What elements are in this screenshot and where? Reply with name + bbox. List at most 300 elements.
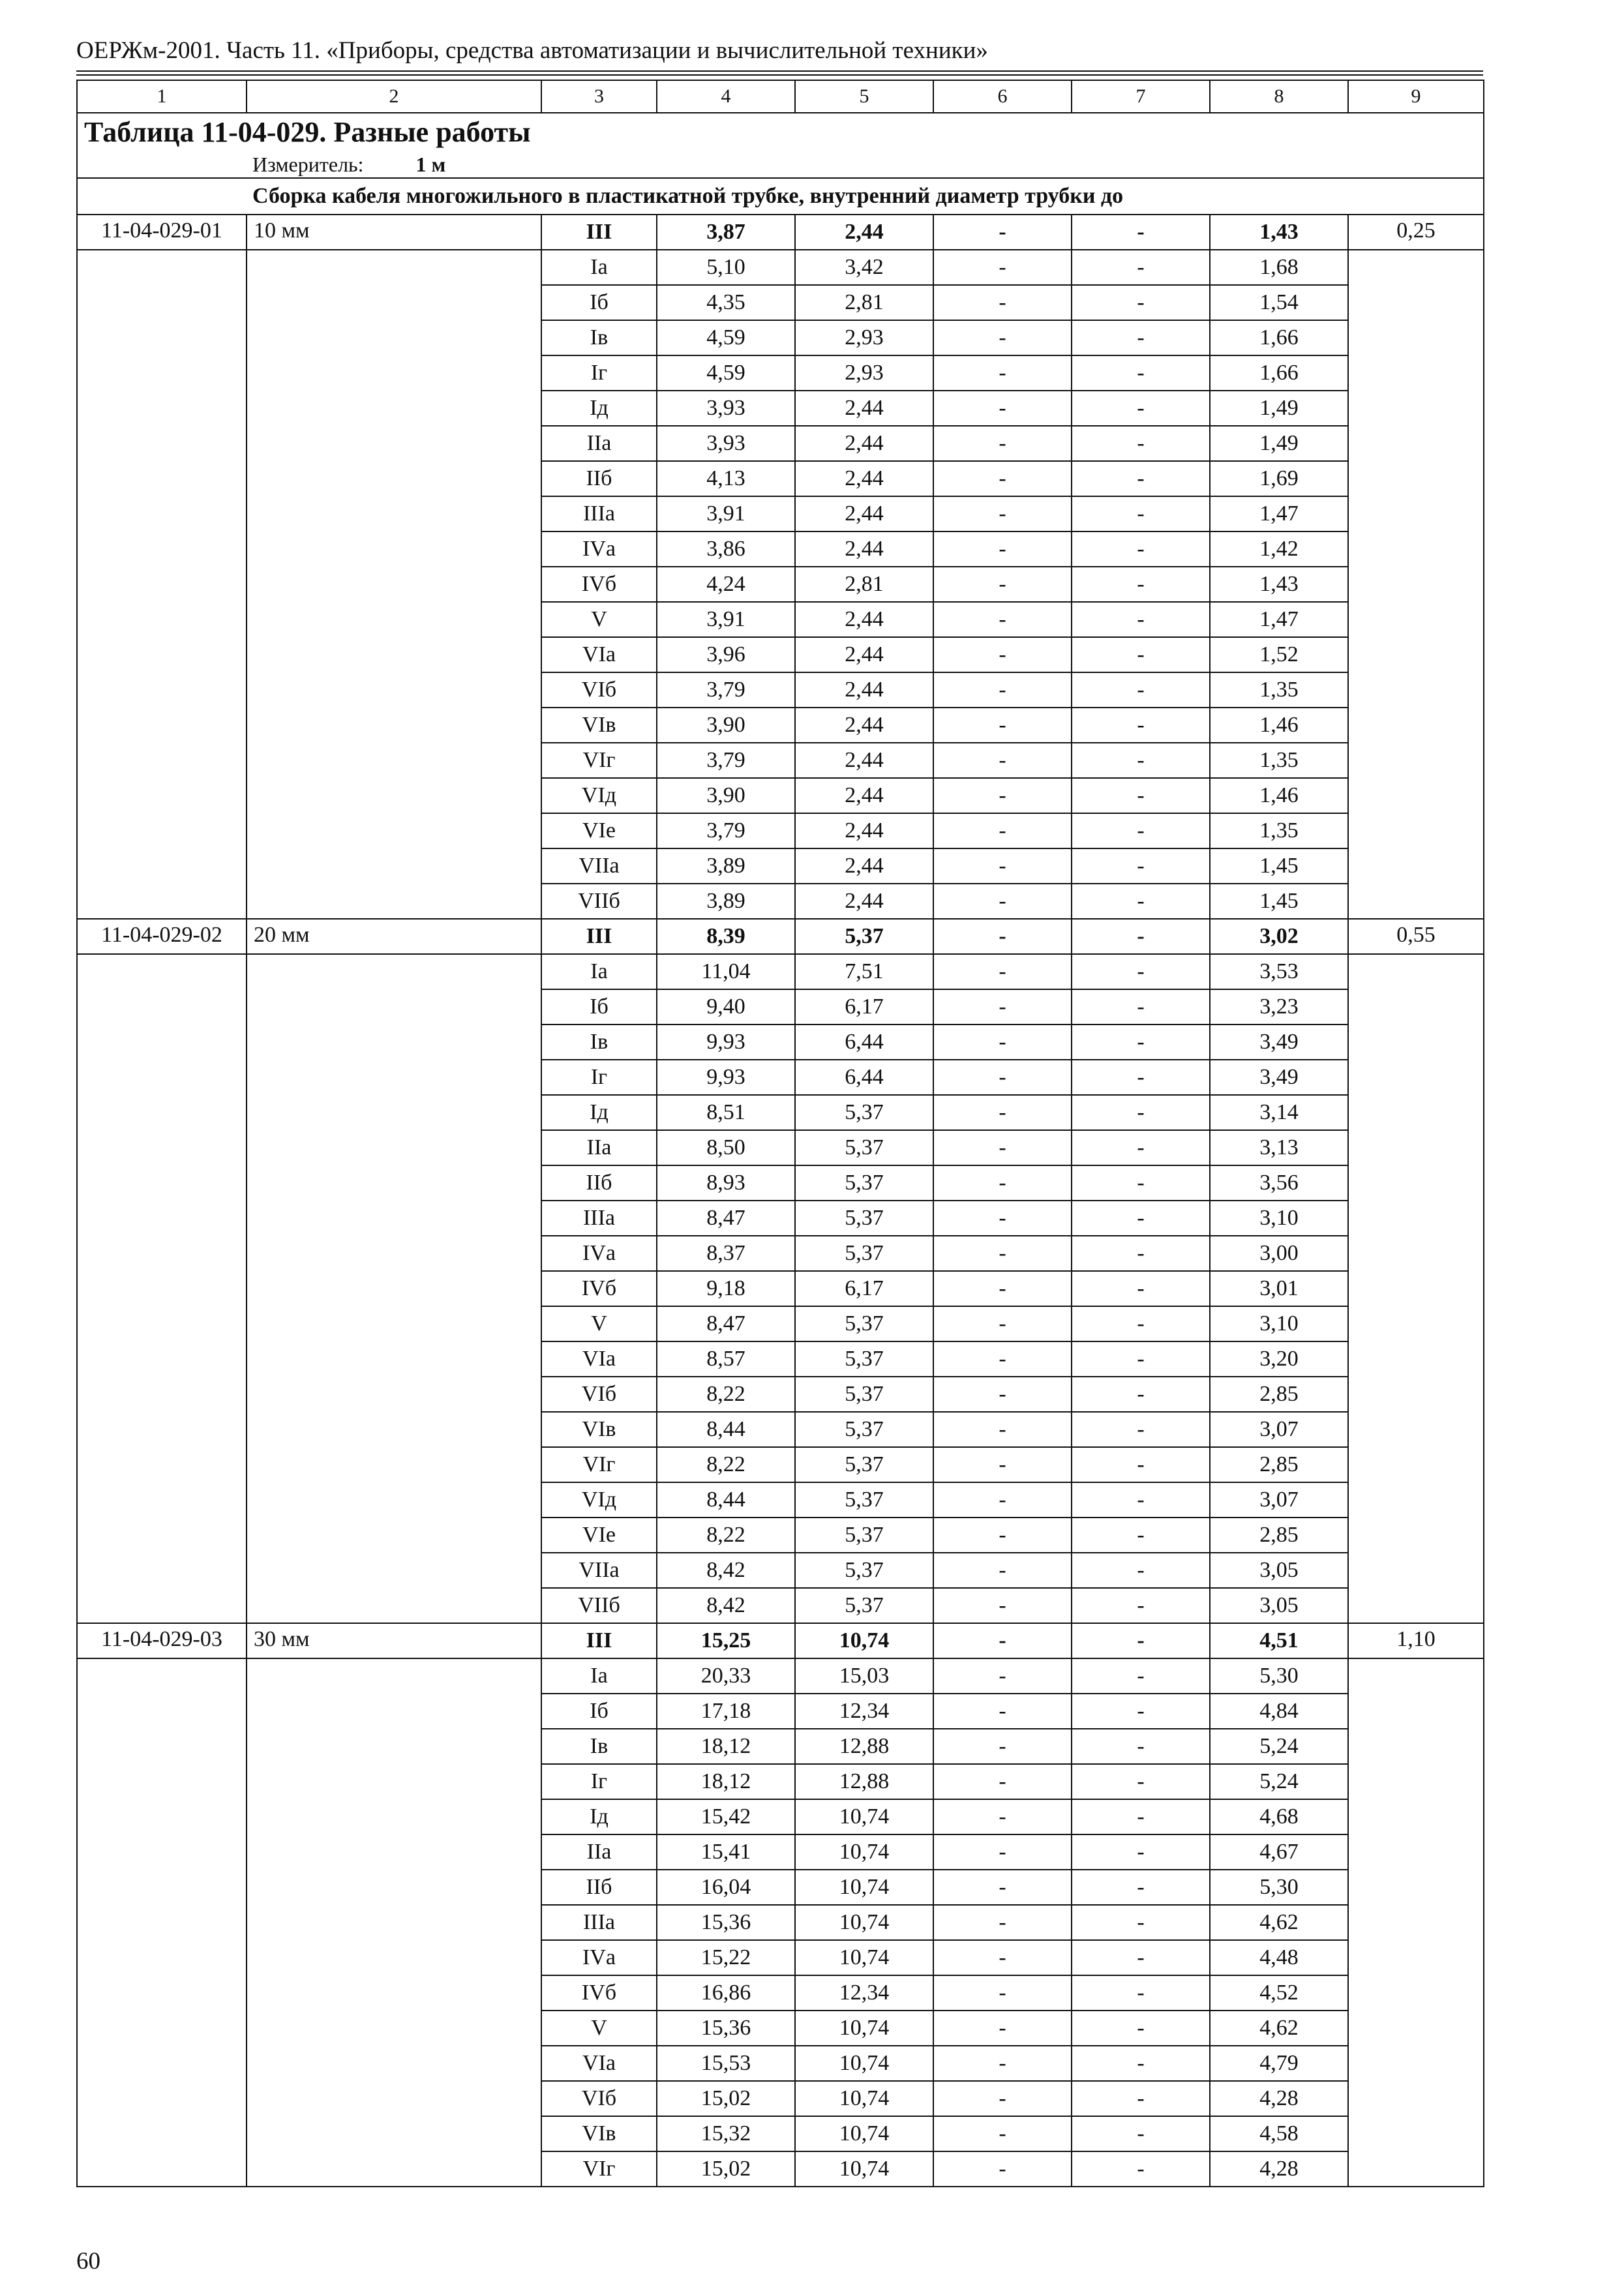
driver-wage-value: - [1072,1623,1210,1658]
machine-value: - [933,989,1072,1025]
item-description-cell [247,250,541,285]
wage-value: 2,44 [795,778,933,813]
total-value: 8,42 [657,1588,795,1623]
materials-value: 3,02 [1210,919,1348,954]
item-coefficient-cell [1348,1201,1484,1236]
item-code-cell [77,813,247,848]
zone-cell: III [541,215,657,250]
wage-value: 5,37 [795,1588,933,1623]
item-coefficient-cell [1348,1694,1484,1729]
machine-value: - [933,1729,1072,1764]
item-code-cell [77,884,247,919]
driver-wage-value: - [1072,602,1210,637]
zone-cell: Iб [541,1694,657,1729]
wage-value: 10,74 [795,1870,933,1905]
item-coefficient: 0,55 [1348,919,1484,954]
wage-value: 5,37 [795,1165,933,1201]
item-description-cell [247,1482,541,1518]
total-value: 8,47 [657,1306,795,1341]
item-coefficient-cell [1348,1975,1484,2011]
zone-cell: Iа [541,250,657,285]
item-description-cell [247,1236,541,1271]
materials-value: 3,00 [1210,1236,1348,1271]
unit-value: 1 м [415,153,446,176]
item-coefficient-cell [1348,1764,1484,1799]
item-code-cell [77,391,247,426]
zone-cell: Iд [541,1799,657,1834]
table-row [77,250,1484,285]
column-number-row [77,80,1484,113]
table-row [77,2151,1484,2187]
zone-cell: VIг [541,2151,657,2187]
table-row [77,531,1484,567]
total-value: 9,93 [657,1060,795,1095]
table-row [77,496,1484,531]
machine-value: - [933,1341,1072,1377]
zone-cell: III [541,919,657,954]
item-description-cell [247,848,541,884]
machine-value: - [933,1025,1072,1060]
wage-value: 6,17 [795,1271,933,1306]
wage-value: 7,51 [795,954,933,989]
item-code-cell [77,496,247,531]
zone-cell: VIб [541,1377,657,1412]
zone-cell: IIа [541,426,657,461]
wage-value: 2,44 [795,637,933,672]
table-row [77,1623,1484,1658]
total-value: 8,51 [657,1095,795,1130]
item-description-cell [247,1165,541,1201]
materials-value: 4,62 [1210,1905,1348,1940]
driver-wage-value: - [1072,1694,1210,1729]
total-value: 18,12 [657,1729,795,1764]
total-value: 3,79 [657,672,795,708]
driver-wage-value: - [1072,743,1210,778]
zone-cell: IIб [541,461,657,496]
driver-wage-value: - [1072,1729,1210,1764]
table-row [77,989,1484,1025]
materials-value: 3,20 [1210,1341,1348,1377]
item-coefficient-cell [1348,531,1484,567]
materials-value: 2,85 [1210,1518,1348,1553]
item-code-cell [77,1694,247,1729]
total-value: 15,41 [657,1834,795,1870]
wage-value: 5,37 [795,1306,933,1341]
machine-value: - [933,602,1072,637]
table-row [77,1377,1484,1412]
column-number: 1 [77,80,247,113]
item-code-cell [77,1060,247,1095]
materials-value: 4,28 [1210,2151,1348,2187]
machine-value: - [933,567,1072,602]
materials-value: 1,46 [1210,708,1348,743]
item-code: 11-04-029-02 [77,919,247,954]
total-value: 5,10 [657,250,795,285]
total-value: 4,35 [657,285,795,320]
driver-wage-value: - [1072,391,1210,426]
total-value: 9,40 [657,989,795,1025]
item-code-cell [77,1095,247,1130]
item-description-cell [247,1306,541,1341]
machine-value: - [933,531,1072,567]
total-value: 3,91 [657,602,795,637]
driver-wage-value: - [1072,531,1210,567]
machine-value: - [933,2151,1072,2187]
machine-value: - [933,1870,1072,1905]
item-description-cell [247,637,541,672]
zone-cell: III [541,1623,657,1658]
materials-value: 4,28 [1210,2081,1348,2116]
wage-value: 10,74 [795,1905,933,1940]
materials-value: 1,47 [1210,496,1348,531]
item-code-cell [77,531,247,567]
item-coefficient-cell [1348,1236,1484,1271]
zone-cell: VIд [541,778,657,813]
wage-value: 5,37 [795,1341,933,1377]
machine-value: - [933,2116,1072,2151]
item-code-cell [77,1764,247,1799]
zone-cell: Iв [541,1729,657,1764]
total-value: 15,25 [657,1623,795,1658]
table-row [77,778,1484,813]
wage-value: 10,74 [795,2046,933,2081]
item-code-cell [77,426,247,461]
machine-value: - [933,1060,1072,1095]
zone-cell: IIIа [541,496,657,531]
total-value: 9,18 [657,1271,795,1306]
item-description-cell [247,602,541,637]
machine-value: - [933,1975,1072,2011]
total-value: 8,39 [657,919,795,954]
item-code-cell [77,672,247,708]
section-title: Сборка кабеля многожильного в пластикатной трубке, внутренний диаметр трубки до [77,178,1484,215]
wage-value: 2,44 [795,813,933,848]
driver-wage-value: - [1072,1447,1210,1482]
item-description-cell [247,2046,541,2081]
table-row [77,1095,1484,1130]
materials-value: 1,49 [1210,426,1348,461]
item-coefficient-cell [1348,2081,1484,2116]
wage-value: 5,37 [795,1482,933,1518]
zone-cell: VIа [541,1341,657,1377]
wage-value: 5,37 [795,1095,933,1130]
total-value: 3,89 [657,884,795,919]
table-row [77,1658,1484,1694]
table-row [77,461,1484,496]
wage-value: 5,37 [795,1201,933,1236]
wage-value: 5,37 [795,1377,933,1412]
driver-wage-value: - [1072,672,1210,708]
zone-cell: VIв [541,2116,657,2151]
materials-value: 2,85 [1210,1447,1348,1482]
table-row [77,1694,1484,1729]
unit-cell [77,151,1484,178]
machine-value: - [933,1658,1072,1694]
zone-cell: IVб [541,567,657,602]
table-row [77,2011,1484,2046]
wage-value: 5,37 [795,1412,933,1447]
item-code-cell [77,1870,247,1905]
total-value: 16,04 [657,1870,795,1905]
total-value: 8,44 [657,1412,795,1447]
machine-value: - [933,1764,1072,1799]
machine-value: - [933,1095,1072,1130]
item-code-cell [77,1518,247,1553]
item-coefficient-cell [1348,1130,1484,1165]
wage-value: 2,81 [795,567,933,602]
machine-value: - [933,813,1072,848]
table-row [77,1834,1484,1870]
item-code-cell [77,1482,247,1518]
item-description-cell [247,496,541,531]
table-row [77,1130,1484,1165]
item-description-cell [247,1201,541,1236]
total-value: 9,93 [657,1025,795,1060]
total-value: 3,90 [657,778,795,813]
item-description-cell [247,461,541,496]
wage-value: 10,74 [795,2116,933,2151]
materials-value: 3,23 [1210,989,1348,1025]
total-value: 8,57 [657,1341,795,1377]
item-code-cell [77,708,247,743]
table-row [77,1482,1484,1518]
machine-value: - [933,1623,1072,1658]
item-code-cell [77,1412,247,1447]
machine-value: - [933,285,1072,320]
item-code-cell [77,1658,247,1694]
materials-value: 4,84 [1210,1694,1348,1729]
machine-value: - [933,1588,1072,1623]
wage-value: 2,44 [795,531,933,567]
machine-value: - [933,320,1072,355]
total-value: 8,22 [657,1447,795,1482]
item-coefficient-cell [1348,285,1484,320]
wage-value: 12,34 [795,1694,933,1729]
item-code-cell [77,1306,247,1341]
table-row [77,1447,1484,1482]
table-row [77,1729,1484,1764]
driver-wage-value: - [1072,1764,1210,1799]
wage-value: 5,37 [795,919,933,954]
zone-cell: V [541,1306,657,1341]
total-value: 8,22 [657,1518,795,1553]
rates-table [76,80,1484,2187]
item-coefficient: 0,25 [1348,215,1484,250]
wage-value: 3,42 [795,250,933,285]
machine-value: - [933,461,1072,496]
item-code-cell [77,1341,247,1377]
item-coefficient-cell [1348,1447,1484,1482]
table-row [77,708,1484,743]
column-number: 7 [1072,80,1210,113]
item-coefficient: 1,10 [1348,1623,1484,1658]
item-coefficient-cell [1348,426,1484,461]
item-description-cell [247,954,541,989]
driver-wage-value: - [1072,1905,1210,1940]
total-value: 3,93 [657,426,795,461]
item-description-cell [247,391,541,426]
table-row [77,2116,1484,2151]
item-code-cell [77,250,247,285]
machine-value: - [933,1482,1072,1518]
item-code-cell [77,1447,247,1482]
zone-cell: VIа [541,2046,657,2081]
item-description-cell [247,989,541,1025]
driver-wage-value: - [1072,426,1210,461]
table-row [77,919,1484,954]
zone-cell: VIIа [541,1553,657,1588]
materials-value: 3,10 [1210,1306,1348,1341]
driver-wage-value: - [1072,1025,1210,1060]
zone-cell: VIIб [541,884,657,919]
materials-value: 1,49 [1210,391,1348,426]
item-code: 11-04-029-01 [77,215,247,250]
item-coefficient-cell [1348,989,1484,1025]
item-code-cell [77,1025,247,1060]
item-code-cell [77,461,247,496]
item-description-cell [247,778,541,813]
total-value: 18,12 [657,1764,795,1799]
machine-value: - [933,1236,1072,1271]
item-code-cell [77,989,247,1025]
item-coefficient-cell [1348,567,1484,602]
item-description-cell [247,2151,541,2187]
item-description-cell [247,426,541,461]
item-description-cell [247,1447,541,1482]
materials-value: 4,68 [1210,1799,1348,1834]
zone-cell: IIа [541,1130,657,1165]
materials-value: 1,69 [1210,461,1348,496]
zone-cell: Iг [541,355,657,391]
materials-value: 1,46 [1210,778,1348,813]
driver-wage-value: - [1072,813,1210,848]
machine-value: - [933,426,1072,461]
item-description-cell [247,1940,541,1975]
table-row [77,1799,1484,1834]
page-header: ОЕРЖм-2001. Часть 11. «Приборы, средства автоматизации и вычислительной техники» [76,37,988,64]
materials-value: 4,62 [1210,2011,1348,2046]
total-value: 20,33 [657,1658,795,1694]
zone-cell: VIд [541,1482,657,1518]
wage-value: 12,34 [795,1975,933,2011]
item-coefficient-cell [1348,743,1484,778]
item-description-cell [247,567,541,602]
machine-value: - [933,215,1072,250]
zone-cell: IIб [541,1165,657,1201]
section-title-row [77,178,1484,215]
item-coefficient-cell [1348,1271,1484,1306]
total-value: 4,59 [657,355,795,391]
table-row [77,1870,1484,1905]
materials-value: 1,47 [1210,602,1348,637]
wage-value: 10,74 [795,2151,933,2187]
materials-value: 1,43 [1210,215,1348,250]
total-value: 8,44 [657,1482,795,1518]
item-coefficient-cell [1348,2116,1484,2151]
total-value: 3,91 [657,496,795,531]
unit-row [77,151,1484,178]
wage-value: 12,88 [795,1729,933,1764]
total-value: 15,02 [657,2151,795,2187]
materials-value: 4,48 [1210,1940,1348,1975]
machine-value: - [933,1940,1072,1975]
total-value: 3,86 [657,531,795,567]
machine-value: - [933,1905,1072,1940]
wage-value: 12,88 [795,1764,933,1799]
total-value: 8,37 [657,1236,795,1271]
driver-wage-value: - [1072,320,1210,355]
materials-value: 3,05 [1210,1588,1348,1623]
item-coefficient-cell [1348,884,1484,919]
item-description-cell [247,672,541,708]
materials-value: 1,35 [1210,743,1348,778]
machine-value: - [933,884,1072,919]
item-description-cell [247,1025,541,1060]
machine-value: - [933,1799,1072,1834]
zone-cell: VIв [541,708,657,743]
wage-value: 2,44 [795,672,933,708]
item-code-cell [77,1799,247,1834]
driver-wage-value: - [1072,1975,1210,2011]
item-coefficient-cell [1348,1341,1484,1377]
zone-cell: VIе [541,813,657,848]
materials-value: 4,52 [1210,1975,1348,2011]
item-code-cell [77,2046,247,2081]
wage-value: 15,03 [795,1658,933,1694]
item-description-cell [247,1553,541,1588]
item-description: 30 мм [247,1623,541,1658]
wage-value: 5,37 [795,1447,933,1482]
wage-value: 2,44 [795,743,933,778]
zone-cell: Iд [541,1095,657,1130]
driver-wage-value: - [1072,461,1210,496]
materials-value: 3,05 [1210,1553,1348,1588]
materials-value: 5,24 [1210,1729,1348,1764]
machine-value: - [933,1201,1072,1236]
zone-cell: Iа [541,954,657,989]
driver-wage-value: - [1072,215,1210,250]
wage-value: 2,44 [795,391,933,426]
total-value: 15,22 [657,1940,795,1975]
wage-value: 5,37 [795,1553,933,1588]
item-code-cell [77,1905,247,1940]
total-value: 15,02 [657,2081,795,2116]
driver-wage-value: - [1072,1060,1210,1095]
item-code-cell [77,1377,247,1412]
item-coefficient-cell [1348,2011,1484,2046]
zone-cell: Iг [541,1060,657,1095]
driver-wage-value: - [1072,1201,1210,1236]
zone-cell: VIа [541,637,657,672]
driver-wage-value: - [1072,355,1210,391]
column-number: 3 [541,80,657,113]
total-value: 4,13 [657,461,795,496]
wage-value: 5,37 [795,1130,933,1165]
machine-value: - [933,1130,1072,1165]
wage-value: 2,93 [795,355,933,391]
item-description-cell [247,1518,541,1553]
table-row [77,1236,1484,1271]
wage-value: 2,81 [795,285,933,320]
total-value: 8,42 [657,1553,795,1588]
zone-cell: VIIб [541,1588,657,1623]
item-coefficient-cell [1348,2151,1484,2187]
materials-value: 5,30 [1210,1870,1348,1905]
table-row [77,1412,1484,1447]
item-code-cell [77,1553,247,1588]
machine-value: - [933,1412,1072,1447]
machine-value: - [933,1518,1072,1553]
